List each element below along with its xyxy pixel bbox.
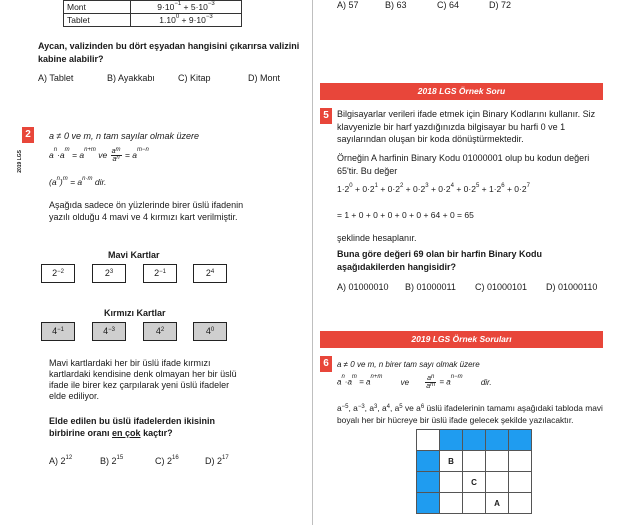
rule2-dir: dir. (94, 177, 107, 187)
grid-cell (463, 451, 486, 472)
table-row (64, 1, 242, 14)
red-card: $4^{-3}$ (92, 322, 126, 341)
q2-rule1: $a^n\cdot a^m = a^{n+m}$ ve $\frac{a^m}{a^n}$ = $a^{m-n}$ (49, 147, 149, 163)
grid-row (417, 451, 532, 472)
grid-cell (440, 472, 463, 493)
grid-cell-a: A (486, 493, 509, 514)
top-option-d[interactable]: D) 72 (489, 0, 512, 10)
q1-text: Aycan, valizinden bu dört eşyadan hangisini çıkarırsa valizini kabine alabilir? (38, 41, 300, 64)
q5-option-d[interactable]: D) 01000110 (546, 282, 598, 292)
question-number-6: 6 (320, 356, 332, 372)
q2-rule2: $(a^n)^m = a^{n\cdot m}$ dir. (49, 176, 107, 187)
grid-cell-c: C (463, 472, 486, 493)
q6-text: $a^{-5}$, $a^{-3}$, $a^3$, $a^4$, $a^5$ ve $a^6$ üslü ifadelerinin tamamı aşağıdaki tabloda mavi boyalı her bir hücreye bir üslü ifade gelecek şekilde yazılacaktır. (337, 403, 603, 425)
q2-intro: a ≠ 0 ve m, n tam sayılar olmak üzere (49, 131, 199, 141)
table-cell: $9\cdot 10^{-1} + 5\cdot 10^{-3}$ (131, 1, 242, 14)
grid-row (417, 430, 532, 451)
grid-cell (509, 493, 532, 514)
table-cell: Tablet (64, 14, 131, 27)
q5-option-b[interactable]: B) 01000011 (405, 282, 456, 292)
grid-cell-blue (509, 430, 532, 451)
grid-cell-blue (486, 430, 509, 451)
grid-row (417, 472, 532, 493)
q5-sum: = 1 + 0 + 0 + 0 + 0 + 0 + 64 + 0 = 65 (337, 210, 474, 220)
top-option-c[interactable]: C) 64 (437, 0, 460, 10)
exponent-grid (416, 429, 532, 514)
grid-cell-b: B (440, 451, 463, 472)
q1-option-d[interactable]: D) Mont (248, 73, 281, 83)
red-card: $4^0$ (193, 322, 227, 341)
table-row (64, 14, 242, 27)
q5-option-a[interactable]: A) 01000010 (337, 282, 389, 292)
side-label: 2019 LGS (17, 150, 23, 173)
grid-row (417, 493, 532, 514)
q2-body: Mavi kartlardaki her bir üslü ifade kırmızı kartlardaki kendisine denk olmayan her bir üslü ifade ile birer kez çarpılarak yeni üslü ifadeler elde ediliyor. (49, 358, 237, 401)
blue-card: $2^3$ (92, 264, 126, 283)
q1-option-b[interactable]: B) Ayakkabı (107, 73, 155, 83)
column-divider (312, 0, 313, 525)
grid-cell-blue (417, 472, 440, 493)
q1-option-c[interactable]: C) Kitap (178, 73, 211, 83)
banner-2019: 2019 LGS Örnek Soruları (320, 331, 603, 348)
blue-card: $2^{-2}$ (41, 264, 75, 283)
grid-cell-blue (417, 493, 440, 514)
table-cell: $1.10^0 + 9\cdot 10^{-3}$ (131, 14, 242, 27)
blue-cards-title: Mavi Kartlar (108, 250, 160, 260)
grid-cell (417, 430, 440, 451)
grid-cell (463, 493, 486, 514)
q1-option-a[interactable]: A) Tablet (38, 73, 74, 83)
red-card: $4^{-1}$ (41, 322, 75, 341)
grid-cell (486, 451, 509, 472)
q5-p3: şeklinde hesaplanır. (337, 233, 417, 243)
q2-ask: Elde edilen bu üslü ifadelerden ikisinin birbirine oranı en çok kaçtır? (49, 416, 216, 438)
grid-cell (509, 451, 532, 472)
question-number-2: 2 (22, 127, 34, 143)
table-cell: Mont (64, 1, 131, 14)
q2-desc: Aşağıda sadece ön yüzlerinde birer üslü ifadenin yazılı olduğu 4 mavi ve 4 kırmızı kart verilmiştir. (49, 200, 244, 222)
q2-option-a[interactable]: A) $2^{12}$ (49, 455, 73, 466)
q2-option-c[interactable]: C) $2^{16}$ (155, 455, 179, 466)
q6-rules: $a^n\cdot a^m = a^{n+m}$ ve $\frac{a^n}{a^m}$ = $a^{n-m}$ dir. (337, 374, 492, 390)
question-number-5: 5 (320, 108, 332, 124)
grid-cell-blue (440, 430, 463, 451)
q5-ask: Buna göre değeri 69 olan bir harfin Binary Kodu aşağıdakilerden hangisidir? (337, 249, 543, 272)
q5-option-c[interactable]: C) 01000101 (475, 282, 528, 292)
grid-cell-blue (417, 451, 440, 472)
blue-card: $2^4$ (193, 264, 227, 283)
grid-cell-blue (463, 430, 486, 451)
top-option-a[interactable]: A) 57 (337, 0, 359, 10)
grid-cell (440, 493, 463, 514)
mass-table (63, 0, 242, 27)
q6-intro: a ≠ 0 ve m, n birer tam sayı olmak üzere (337, 360, 480, 369)
grid-cell (509, 472, 532, 493)
q2-option-d[interactable]: D) $2^{17}$ (205, 455, 229, 466)
banner-2018: 2018 LGS Örnek Soru (320, 83, 603, 100)
q5-p1: Bilgisayarlar verileri ifade etmek için Binary Kodlarını kullanır. Siz klavyenizle bir harf yazdığınızda bilgisayar bu harfi 0 ve 1 sayılarından oluşan bir koda dönüştürmektedir. (337, 109, 596, 144)
red-cards-title: Kırmızı Kartlar (104, 308, 166, 318)
grid-cell (486, 472, 509, 493)
q5-p2: Örneğin A harfinin Binary Kodu 01000001 olup bu kodun değeri 65'tir. Bu değer (337, 153, 590, 176)
red-card: $4^2$ (143, 322, 177, 341)
blue-card: $2^{-1}$ (143, 264, 177, 283)
q5-expansion: $1\cdot 2^0 + 0\cdot 2^1 + 0\cdot 2^2 + 0\cdot 2^3 + 0\cdot 2^4 + 0\cdot 2^5 + 1\cdot 2^6 + 0\cdot 2^7$ (337, 183, 530, 194)
top-option-b[interactable]: B) 63 (385, 0, 407, 10)
q2-option-b[interactable]: B) $2^{15}$ (100, 455, 124, 466)
